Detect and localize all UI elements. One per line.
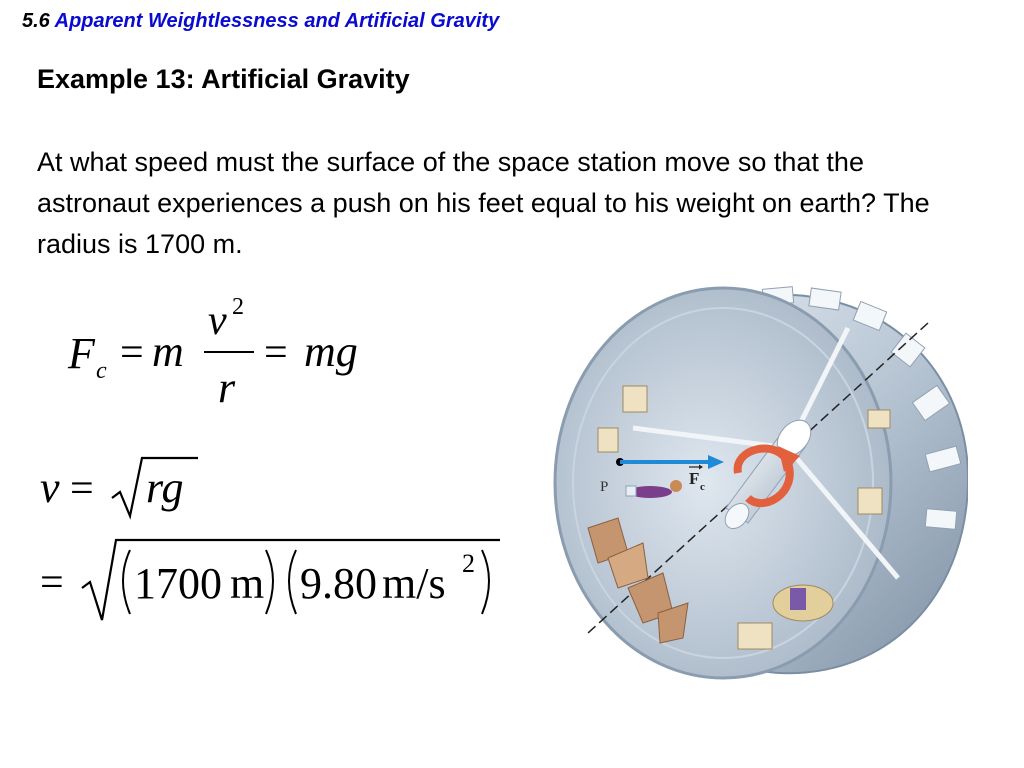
force-symbol: F	[68, 329, 95, 378]
force-subscript: c	[96, 358, 107, 384]
gravity-value: 9.80	[300, 559, 377, 608]
radius-value: 1700	[134, 559, 222, 608]
numeric-substitution	[38, 530, 518, 630]
mass-symbol: m	[152, 327, 184, 376]
speed-symbol: v	[40, 463, 60, 512]
centripetal-force-equation	[60, 290, 380, 410]
section-header	[22, 10, 499, 33]
equals-sign-3: =	[70, 466, 94, 512]
force-label: F	[689, 469, 700, 488]
section-title: Apparent Weightlessness and Artificial Gravity	[54, 10, 500, 32]
space-station-illustration	[548, 268, 968, 688]
point-p-label: P	[600, 479, 609, 495]
left-paren-1	[123, 550, 130, 614]
weight-expression: mg	[304, 327, 358, 376]
radius-unit: m	[230, 559, 265, 608]
equals-sign-4: =	[40, 560, 64, 606]
equals-sign-1: =	[120, 330, 144, 376]
problem-statement: At what speed must the surface of the space station move so that the astronaut experiences a push on his feet equal to his weight on earth? The radius is 1700 m.	[37, 147, 930, 259]
gravity-unit-exponent: 2	[462, 549, 475, 578]
force-label-subscript: c	[700, 481, 705, 493]
radius-denominator: r	[218, 363, 236, 410]
section-number: 5.6	[22, 10, 50, 32]
right-paren-1	[266, 550, 273, 614]
speed-equation	[38, 450, 208, 520]
velocity-numerator: v	[208, 298, 227, 344]
left-paren-2	[289, 550, 296, 614]
velocity-exponent: 2	[232, 294, 244, 320]
radicand-rg: rg	[146, 463, 184, 512]
equals-sign-2: =	[264, 330, 288, 376]
gravity-unit: m/s	[382, 559, 446, 608]
right-paren-2	[482, 550, 489, 614]
example-title: Example 13: Artificial Gravity	[37, 64, 410, 94]
